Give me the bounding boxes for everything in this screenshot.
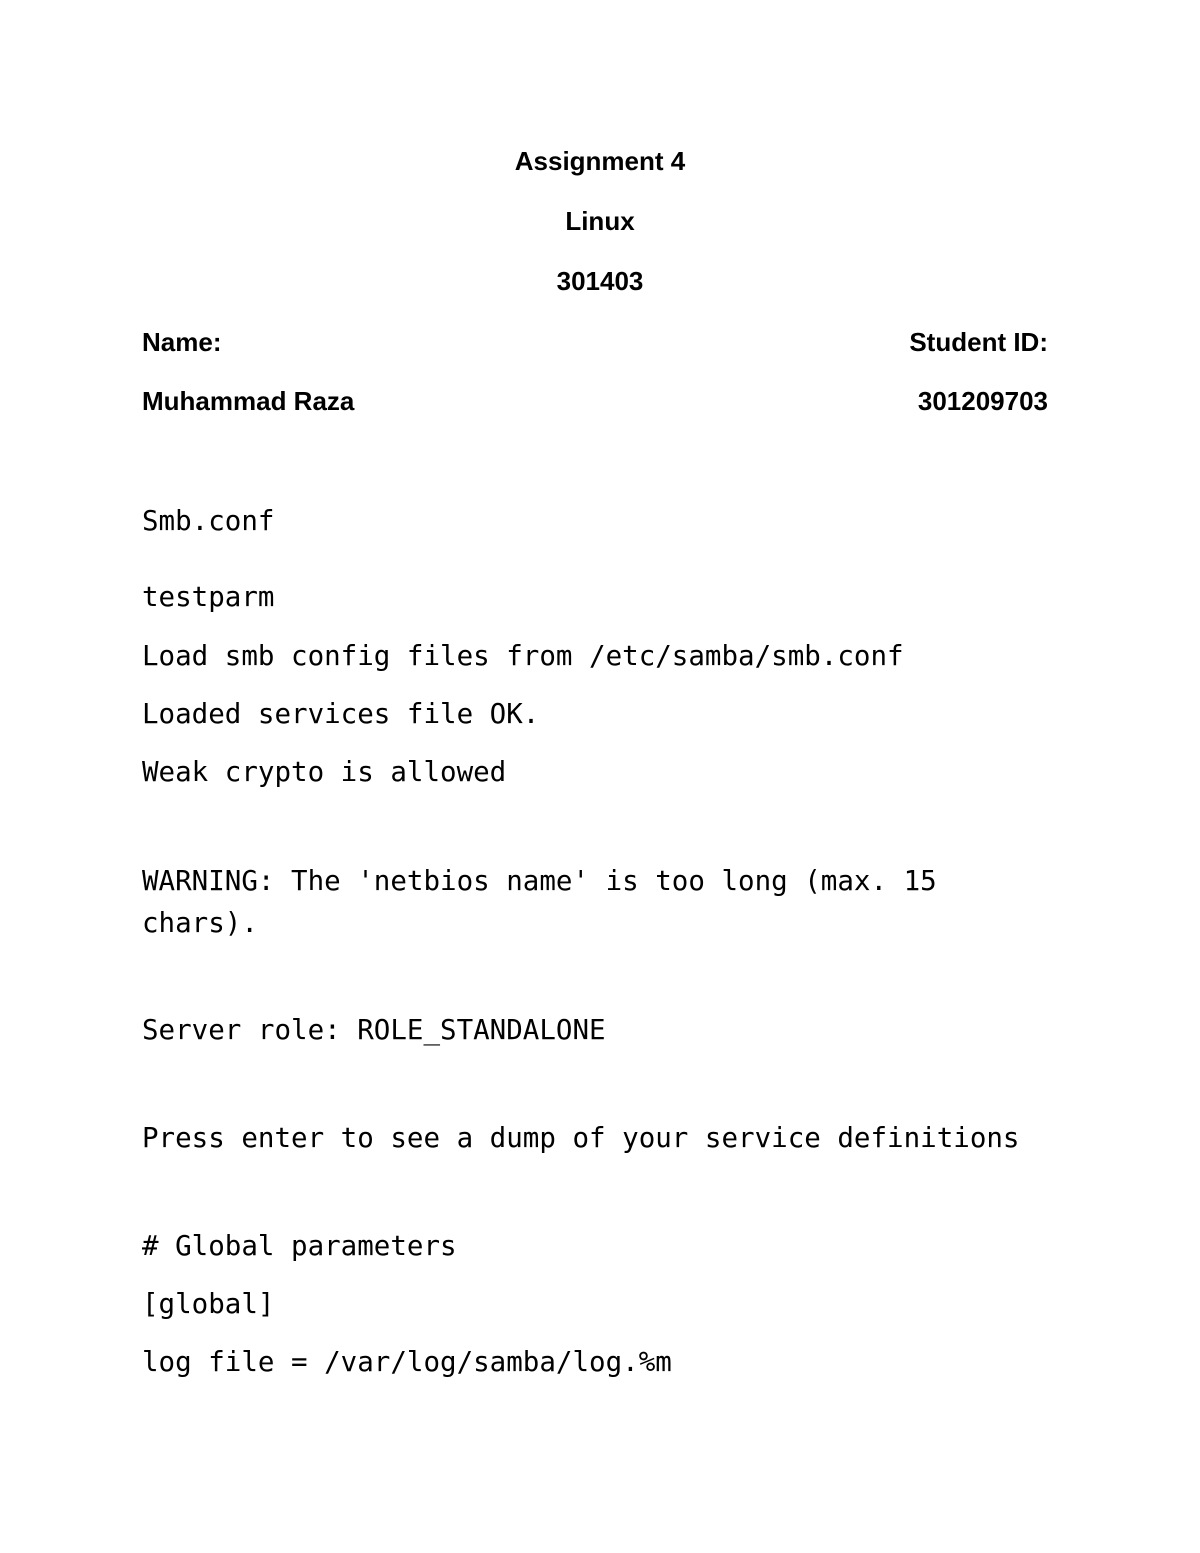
output-line: Loaded services file OK. — [142, 698, 540, 730]
output-line: Server role: ROLE_STANDALONE — [142, 1014, 606, 1046]
student-name: Muhammad Raza — [142, 386, 355, 416]
student-id: 301209703 — [917, 386, 1048, 416]
course-code: 301403 — [556, 266, 644, 296]
config-comment: # Global parameters — [142, 1230, 457, 1262]
student-id-label: Student ID: — [909, 327, 1048, 357]
course-name: Linux — [565, 206, 635, 236]
output-line: Press enter to see a dump of your service definitions — [142, 1122, 1020, 1154]
config-section: [global] — [142, 1288, 275, 1320]
file-title: Smb.conf — [142, 505, 275, 537]
assignment-title: Assignment 4 — [514, 146, 686, 176]
command-line: testparm — [142, 581, 275, 613]
output-line: Load smb config files from /etc/samba/smb.conf — [142, 640, 904, 672]
name-label: Name: — [142, 327, 222, 357]
output-line: Weak crypto is allowed — [142, 756, 507, 788]
warning-line: WARNING: The 'netbios name' is too long (max. 15 chars). — [142, 865, 954, 939]
config-line: log file = /var/log/samba/log.%m — [142, 1346, 672, 1378]
